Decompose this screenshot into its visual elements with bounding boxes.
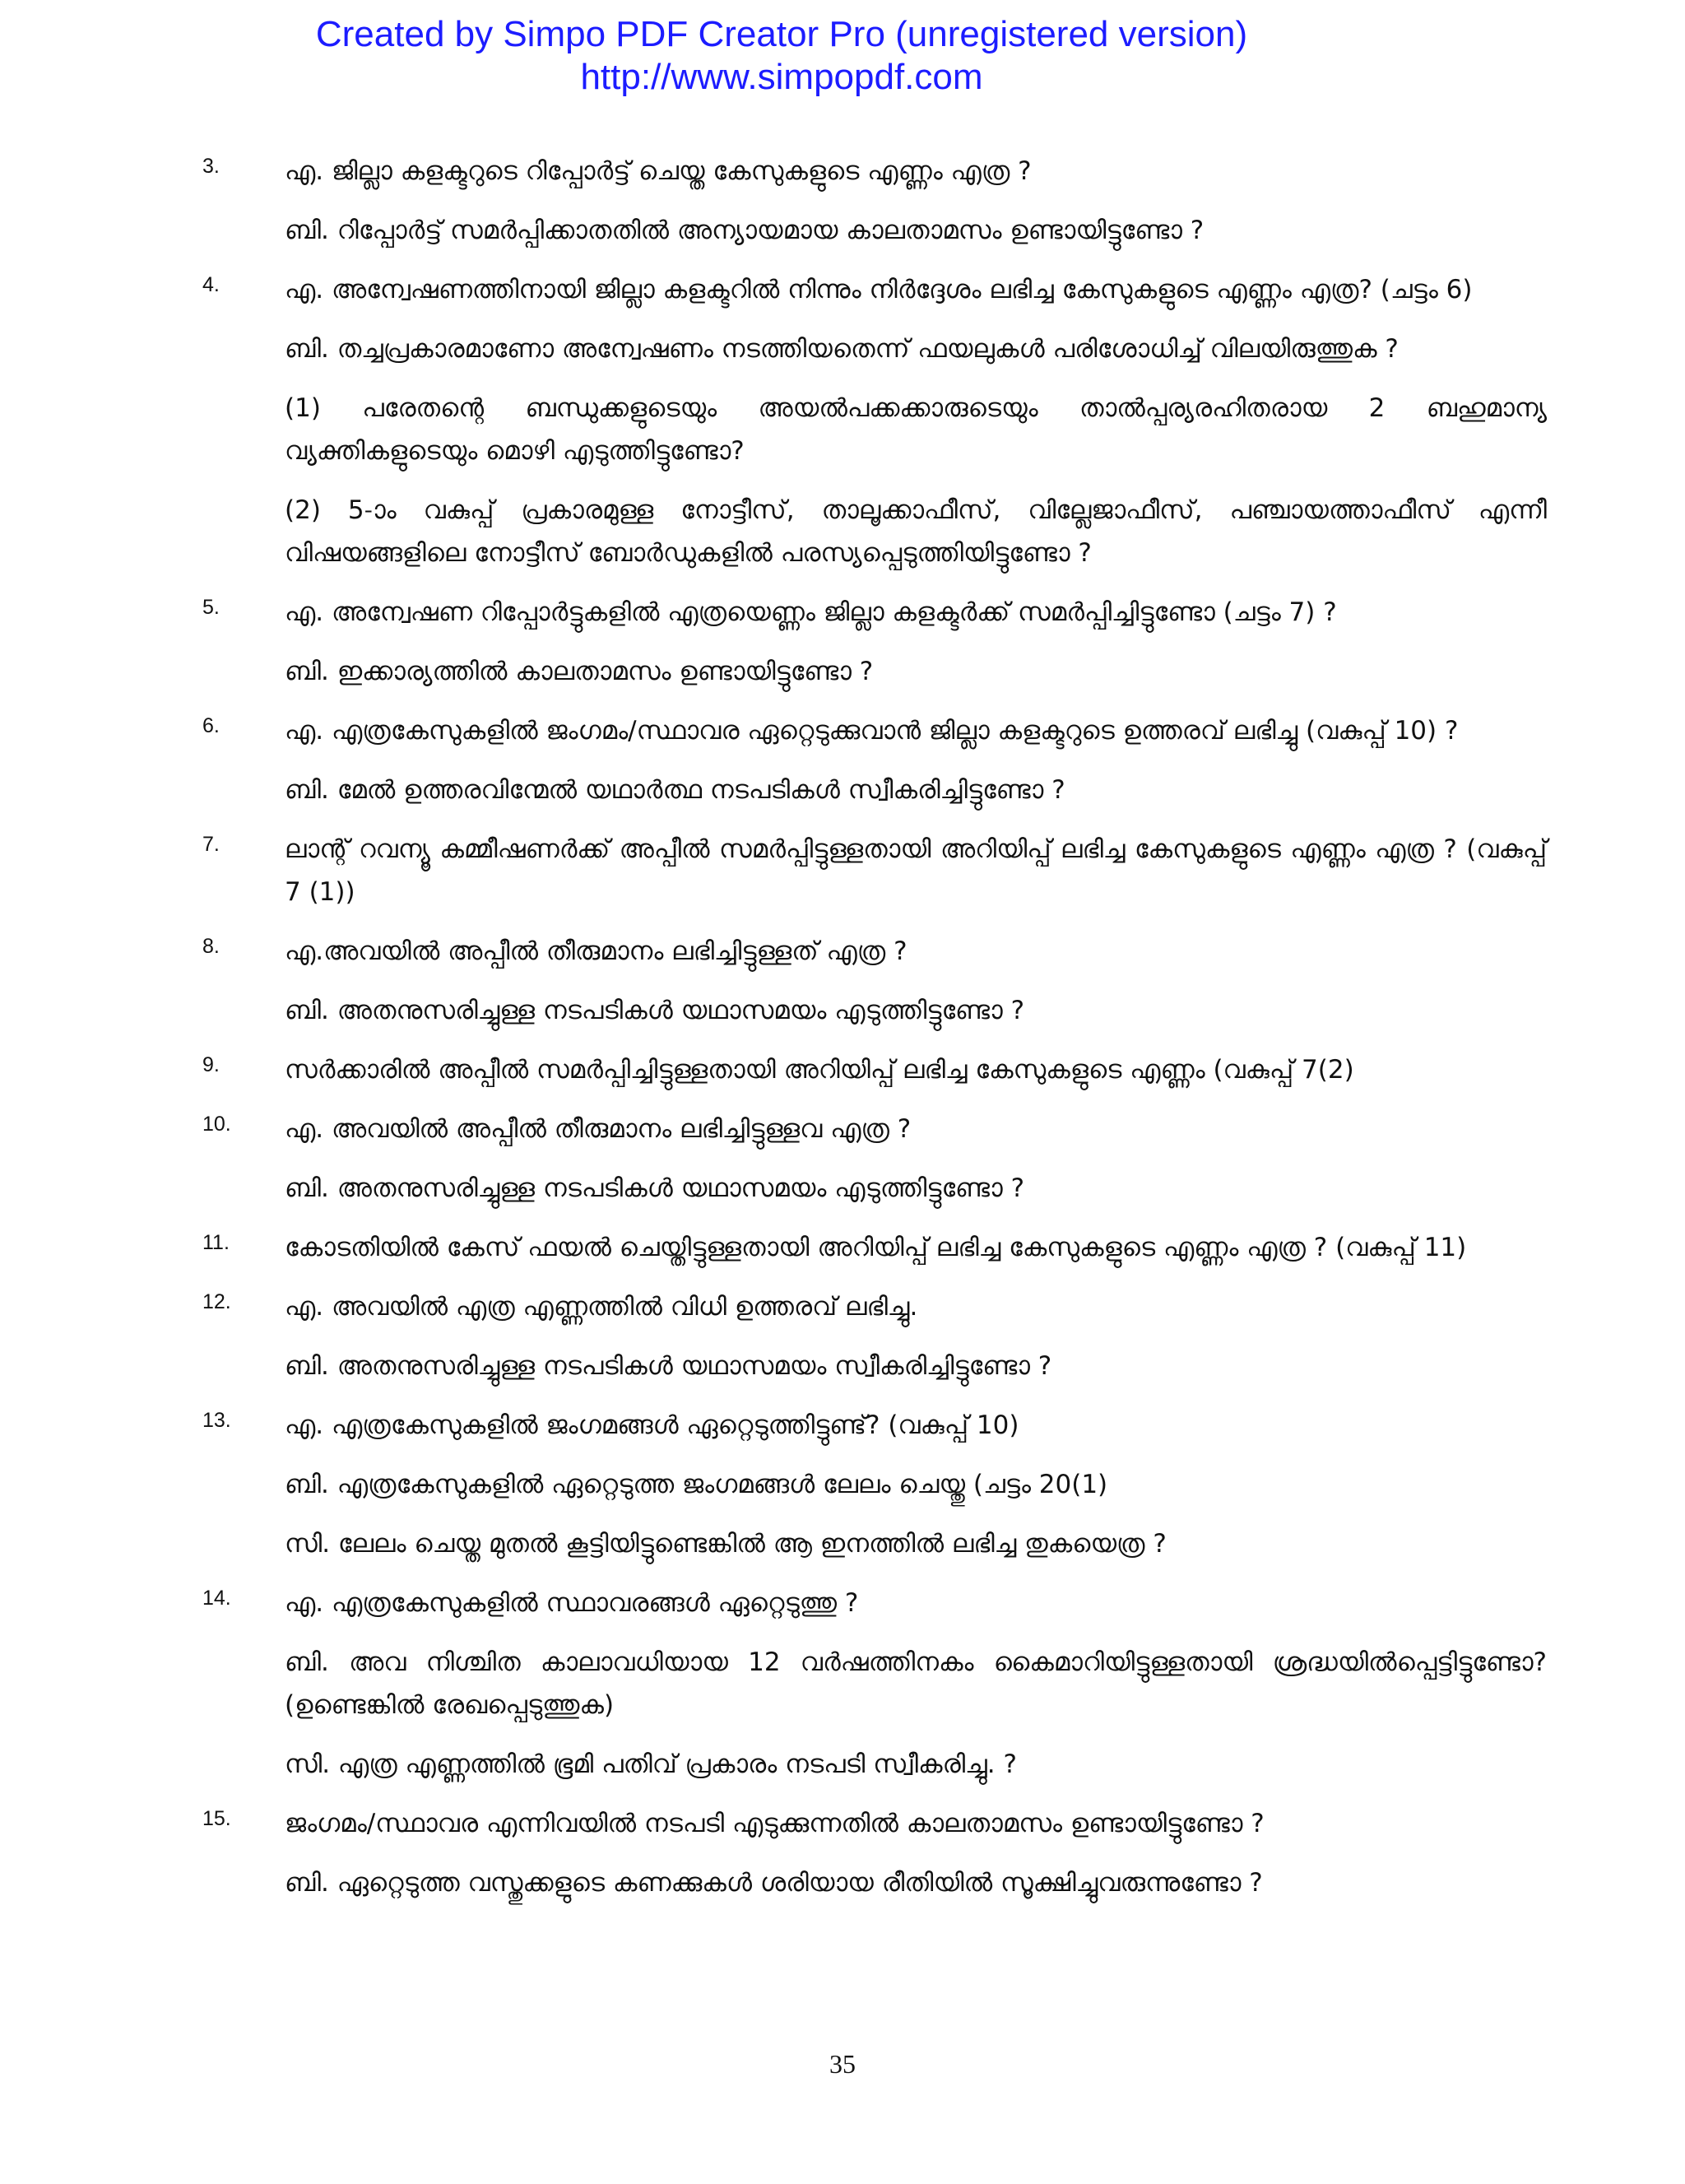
question-number: 12.: [202, 1290, 231, 1313]
question-item: [202, 1108, 1547, 1210]
question-line: ബി. അതനുസരിച്ചുള്ള നടപടികൾ യഥാസമയം സ്വീകരിച്ചിട്ടുണ്ടോ ?: [285, 1351, 1052, 1381]
question-line: (2) 5-ാം വകുപ്പ് പ്രകാരമുള്ള നോട്ടീസ്, താലൂക്കാഫീസ്, വില്ലേജാഫീസ്, പഞ്ചായത്താഫീസ് എന്നീ വിഷയങ്ങളിലെ നോട്ടീസ് ബോർഡുകളിൽ പരസ്യപ്പെടുത്തിയിട്ടുണ്ടോ ?: [285, 495, 1547, 568]
question-number: 7.: [202, 833, 220, 856]
question-item: [202, 1048, 1547, 1091]
question-line: എ. എത്രകേസുകളിൽ ജംഗമം/സ്ഥാവര ഏറ്റെടുക്കുവാൻ ജില്ലാ കളക്ടറുടെ ഉത്തരവ് ലഭിച്ചു (വകുപ്പ് 10) ?: [285, 716, 1459, 746]
watermark-url: http://www.simpopdf.com: [580, 57, 983, 97]
question-item: [202, 709, 1547, 811]
question-item: [202, 1404, 1547, 1565]
question-item: [202, 828, 1547, 913]
question-line: എ. എത്രകേസുകളിൽ ജംഗമങ്ങൾ ഏറ്റെടുത്തിട്ടുണ്ട്? (വകുപ്പ് 10): [285, 1410, 1019, 1440]
question-line: ബി. മേൽ ഉത്തരവിന്മേൽ യഥാർത്ഥ നടപടികൾ സ്വീകരിച്ചിട്ടുണ്ടോ ?: [285, 775, 1065, 805]
question-number: 9.: [202, 1053, 220, 1076]
question-line: ബി. ഇക്കാര്യത്തിൽ കാലതാമസം ഉണ്ടായിട്ടുണ്ടോ ?: [285, 657, 874, 686]
question-number: 10.: [202, 1113, 231, 1136]
question-number: 15.: [202, 1807, 231, 1830]
question-number: 11.: [202, 1231, 230, 1254]
question-line: ബി. ഏറ്റെടുത്ത വസ്തുക്കളുടെ കണക്കുകൾ ശരിയായ രീതിയിൽ സൂക്ഷിച്ചുവരുന്നുണ്ടോ ?: [285, 1868, 1263, 1898]
question-line: സി. ലേലം ചെയ്ത മുതൽ കൂട്ടിയിട്ടുണ്ടെങ്കിൽ ആ ഇനത്തിൽ ലഭിച്ച തുകയെത്ര ?: [285, 1529, 1167, 1559]
question-number: 8.: [202, 935, 220, 958]
question-item: [202, 930, 1547, 1032]
question-item: [202, 1802, 1547, 1904]
question-line: ബി. അതനുസരിച്ചുള്ള നടപടികൾ യഥാസമയം എടുത്തിട്ടുണ്ടോ ?: [285, 996, 1025, 1025]
question-line: ബി. റിപ്പോർട്ട് സമർപ്പിക്കാതതിൽ അന്യായമായ കാലതാമസം ഉണ്ടായിട്ടുണ്ടോ ?: [285, 216, 1205, 245]
question-line: ബി. അവ നിശ്ചിത കാലാവധിയായ 12 വർഷത്തിനകം കൈമാറിയിട്ടുള്ളതായി ശ്രദ്ധയിൽപ്പെട്ടിട്ടുണ്ടോ? (ഉണ്ടെങ്കിൽ രേഖപ്പെടുത്തുക): [285, 1647, 1547, 1720]
question-item: [202, 150, 1547, 252]
question-number: 3.: [202, 155, 220, 178]
question-line: എ. എത്രകേസുകളിൽ സ്ഥാവരങ്ങൾ ഏറ്റെടുത്തു ?: [285, 1588, 859, 1618]
question-line: ലാന്റ് റവന്യൂ കമ്മീഷണർക്ക് അപ്പീൽ സമർപ്പിട്ടുള്ളതായി അറിയിപ്പ് ലഭിച്ച കേസുകളുടെ എണ്ണം എത്ര ? (വകുപ്പ് 7 (1)): [285, 834, 1547, 907]
question-line: സർക്കാരിൽ അപ്പീൽ സമർപ്പിച്ചിട്ടുള്ളതായി അറിയിപ്പ് ലഭിച്ച കേസുകളുടെ എണ്ണം (വകുപ്പ് 7(2): [285, 1055, 1354, 1085]
question-line: കോടതിയിൽ കേസ് ഫയൽ ചെയ്തിട്ടുള്ളതായി അറിയിപ്പ് ലഭിച്ച കേസുകളുടെ എണ്ണം എത്ര ? (വകുപ്പ് 11): [285, 1233, 1467, 1262]
question-line: എ. അവയിൽ അപ്പീൽ തീരുമാനം ലഭിച്ചിട്ടുള്ളവ എത്ര ?: [285, 1114, 912, 1144]
question-number: 5.: [202, 596, 220, 619]
question-line: ബി. അതനുസരിച്ചുള്ള നടപടികൾ യഥാസമയം എടുത്തിട്ടുണ്ടോ ?: [285, 1173, 1025, 1203]
question-line: സി. എത്ര എണ്ണത്തിൽ ഭൂമി പതിവ് പ്രകാരം നടപടി സ്വീകരിച്ചു. ?: [285, 1750, 1017, 1779]
question-item: [202, 591, 1547, 693]
question-line: എ. അന്വേഷണത്തിനായി ജില്ലാ കളക്ടറിൽ നിന്നും നിർദ്ദേശം ലഭിച്ച കേസുകളുടെ എണ്ണം എത്ര? (ചട്ടം 6): [285, 275, 1473, 304]
question-number: 4.: [202, 273, 220, 296]
watermark: [0, 13, 1563, 99]
question-item: [202, 268, 1547, 574]
question-item: [202, 1285, 1547, 1387]
question-line: ജംഗമം/സ്ഥാവര എന്നിവയിൽ നടപടി എടുക്കുന്നതിൽ കാലതാമസം ഉണ്ടായിട്ടുണ്ടോ ?: [285, 1809, 1265, 1838]
question-line: ബി. തച്ചപ്രകാരമാണോ അന്വേഷണം നടത്തിയതെന്ന് ഫയലുകൾ പരിശോധിച്ച് വിലയിരുത്തുക ?: [285, 334, 1399, 364]
question-number: 14.: [202, 1587, 231, 1610]
question-number: 13.: [202, 1409, 231, 1432]
question-item: [202, 1582, 1547, 1786]
question-item: [202, 1226, 1547, 1269]
watermark-title: Created by Simpo PDF Creator Pro (unregistered version): [315, 14, 1248, 54]
question-line: ബി. എത്രകേസുകളിൽ ഏറ്റെടുത്ത ജംഗമങ്ങൾ ലേലം ചെയ്തു (ചട്ടം 20(1): [285, 1470, 1108, 1499]
question-list: [202, 150, 1547, 1921]
page-number: 35: [829, 2049, 856, 2079]
question-line: എ. അവയിൽ എത്ര എണ്ണത്തിൽ വിധി ഉത്തരവ് ലഭിച്ചു.: [285, 1292, 918, 1322]
question-line: എ. ജില്ലാ കളക്ടറുടെ റിപ്പോർട്ട് ചെയ്ത കേസുകളുടെ എണ്ണം എത്ര ?: [285, 156, 1032, 186]
question-number: 6.: [202, 714, 220, 737]
question-line: എ. അന്വേഷണ റിപ്പോർട്ടുകളിൽ എത്രയെണ്ണം ജില്ലാ കളക്ടർക്ക് സമർപ്പിച്ചിട്ടുണ്ടോ (ചട്ടം 7) ?: [285, 597, 1337, 627]
question-line: (1) പരേതന്റെ ബന്ധുക്കളുടെയും അയൽപക്കക്കാരുടെയും താൽപ്പര്യരഹിതരായ 2 ബഹുമാന്യ വ്യക്തികളുടെയും മൊഴി എടുത്തിട്ടുണ്ടോ?: [285, 393, 1547, 466]
question-line: എ.അവയിൽ അപ്പീൽ തീരുമാനം ലഭിച്ചിട്ടുള്ളത് എത്ര ?: [285, 936, 907, 966]
